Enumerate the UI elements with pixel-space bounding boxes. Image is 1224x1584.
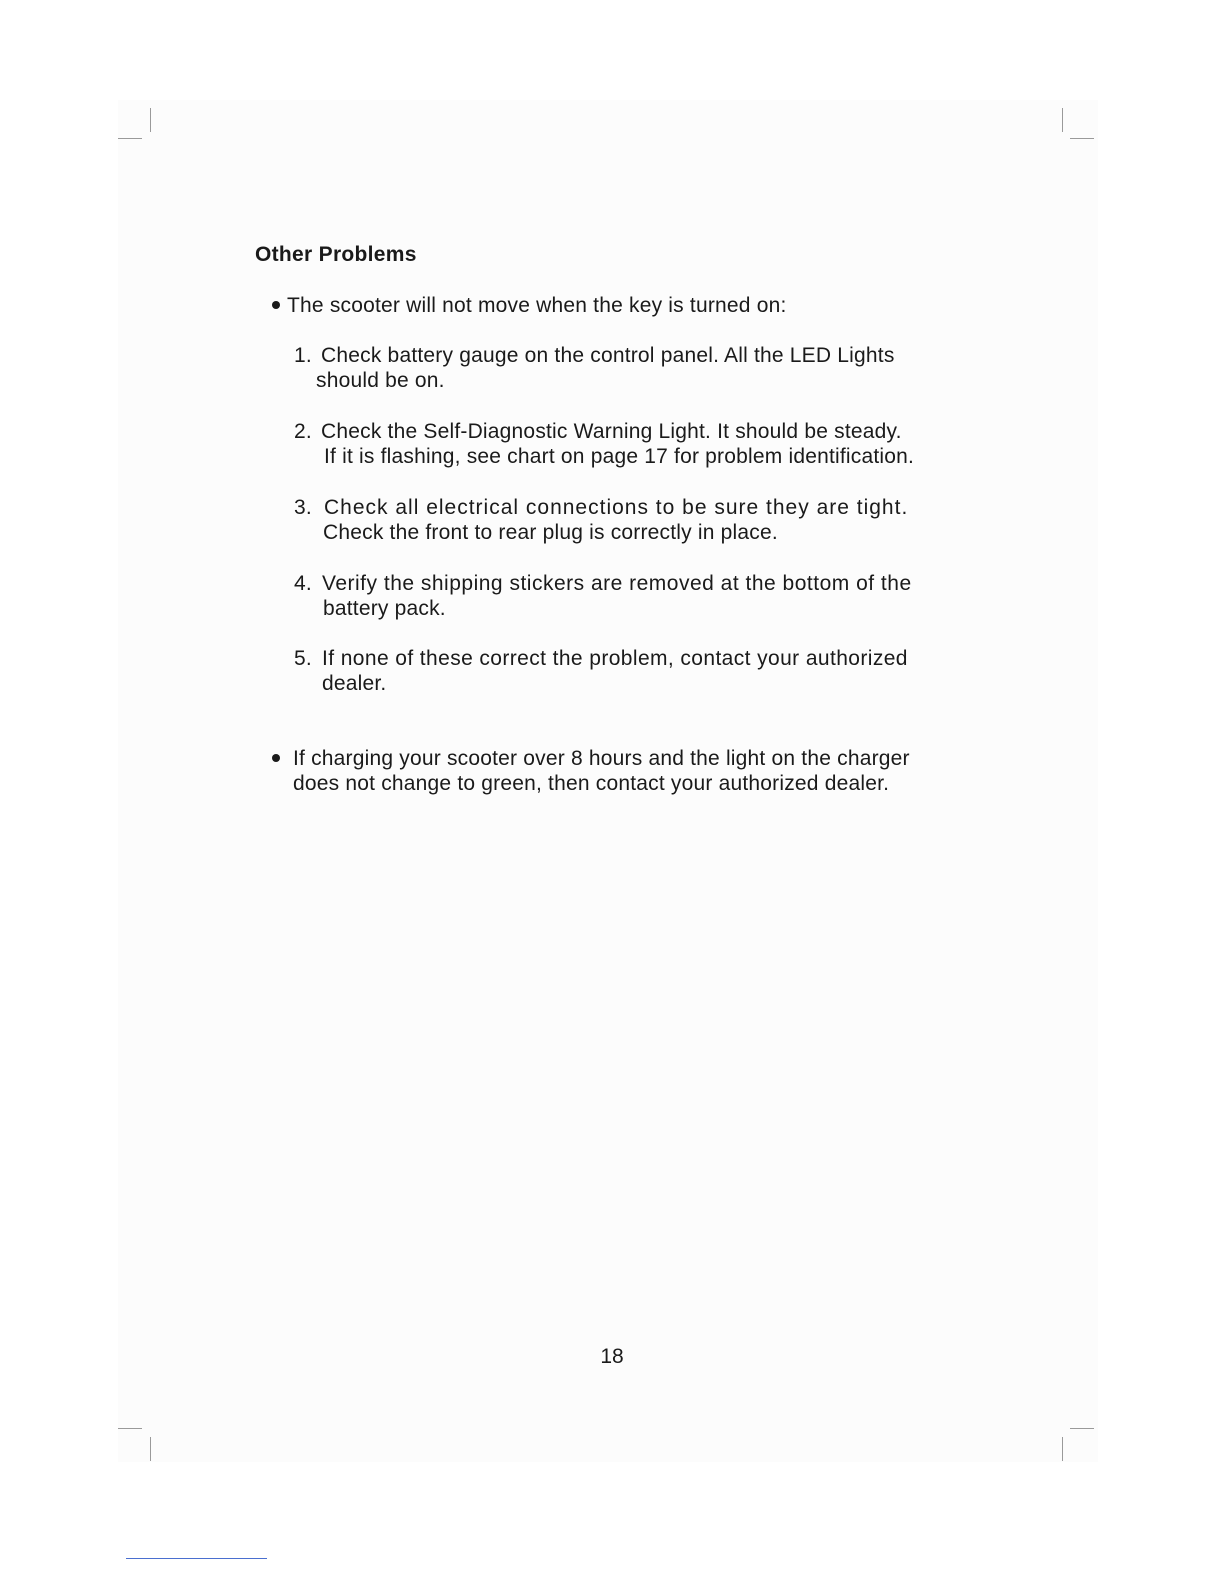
- bullet-text-2: [293, 746, 910, 796]
- crop-mark-bottom-left-vertical: [150, 1437, 151, 1461]
- list-item-line: Check all electrical connections to be sure they are tight.: [324, 496, 909, 519]
- page-number: 18: [600, 1345, 624, 1368]
- list-item-line: should be on.: [316, 369, 445, 392]
- crop-mark-bottom-right-vertical: [1062, 1437, 1063, 1461]
- bullet-dot: [272, 301, 280, 309]
- bullet-text-line: does not change to green, then contact your authorized dealer.: [293, 772, 890, 795]
- bullet-text-line: If charging your scooter over 8 hours and the light on the charger: [293, 747, 910, 770]
- list-item-line: If it is flashing, see chart on page 17 for problem identification.: [324, 445, 915, 468]
- list-item-line: Check the Self-Diagnostic Warning Light. It should be steady.: [321, 420, 902, 443]
- list-item-number: 2.: [294, 420, 312, 443]
- crop-mark-top-right-horizontal: [1070, 138, 1094, 139]
- list-item-number: 3.: [294, 496, 312, 519]
- list-item-4: [294, 571, 994, 621]
- list-item-number: 1.: [294, 344, 312, 367]
- list-item-line: Check battery gauge on the control panel. All the LED Lights: [321, 344, 895, 367]
- crop-mark-bottom-right-horizontal: [1070, 1428, 1094, 1429]
- list-item-5: [294, 646, 994, 696]
- crop-mark-bottom-left-horizontal: [118, 1428, 142, 1429]
- list-item-line: dealer.: [322, 672, 387, 695]
- list-item-number: 4.: [294, 572, 312, 595]
- list-item-3: [294, 495, 994, 545]
- crop-mark-top-right-vertical: [1062, 108, 1063, 132]
- bullet-dot: [272, 754, 280, 762]
- list-item-number: 5.: [294, 647, 312, 670]
- list-item-1: [294, 343, 994, 393]
- list-item-line: battery pack.: [323, 597, 446, 620]
- bullet-text: The scooter will not move when the key is turned on:: [287, 294, 787, 317]
- list-item-line: Verify the shipping stickers are removed at the bottom of the: [322, 572, 912, 595]
- section-heading: Other Problems: [255, 243, 417, 266]
- list-item-line: If none of these correct the problem, contact your authorized: [322, 647, 908, 670]
- footer-rule: [126, 1558, 267, 1559]
- crop-mark-top-left-horizontal: [118, 138, 142, 139]
- list-item-line: Check the front to rear plug is correctly in place.: [323, 521, 778, 544]
- crop-mark-top-left-vertical: [150, 108, 151, 132]
- list-item-2: [294, 419, 994, 469]
